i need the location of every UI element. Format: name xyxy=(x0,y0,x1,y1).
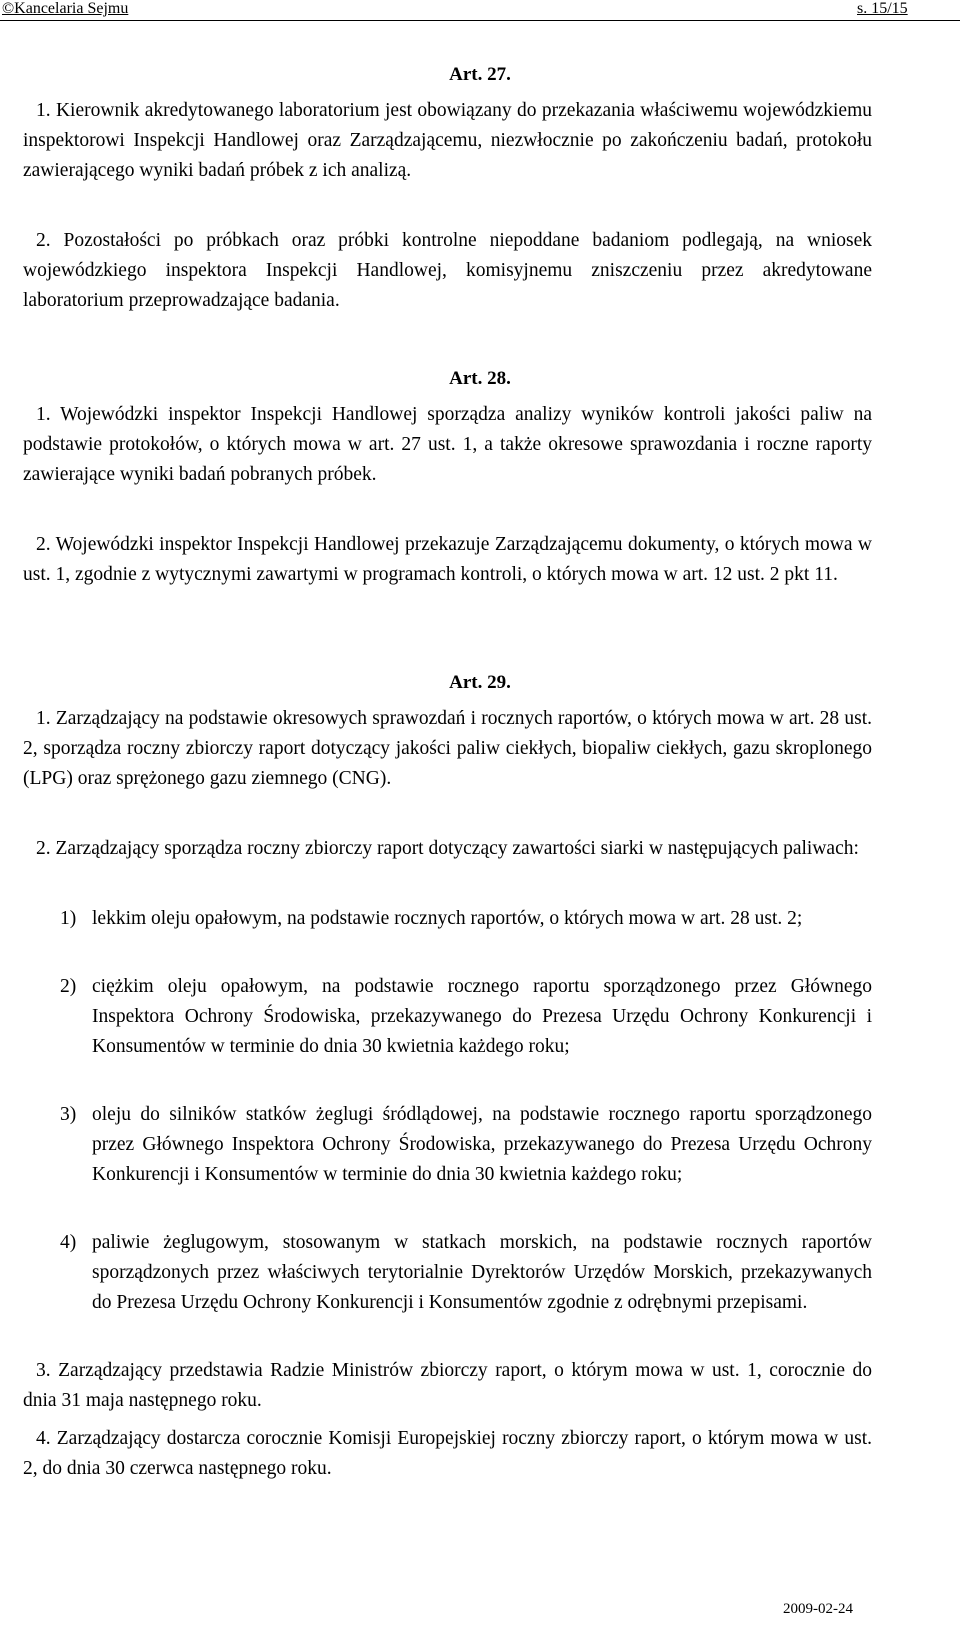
publisher-label: ©Kancelaria Sejmu xyxy=(2,0,129,17)
item-text: lekkim oleju opałowym, na podstawie rocznych raportów, o których mowa w art. 28 ust. 2; xyxy=(92,908,803,929)
article-29-title: Art. 29. xyxy=(449,672,511,693)
item-number: 4) xyxy=(60,1232,77,1253)
art29-par2: 2. Zarządzający sporządza roczny zbiorczy raport dotyczący zawartości siarki w następujących paliwach: xyxy=(36,838,859,859)
art29-item-3 xyxy=(60,1100,872,1190)
art29-par1: 1. Zarządzający na podstawie okresowych sprawozdań i rocznych raportów, o których mowa w art. 28 ust. 2, sporządza roczny zbiorczy raport dotyczący jakości paliw ciekłych, biopaliw ciekłych, gazu skroplonego (LPG) oraz sprężonego gazu ziemnego (CNG). xyxy=(23,708,872,789)
article-28-title: Art. 28. xyxy=(449,368,511,389)
header-rule xyxy=(0,20,960,21)
art28-par2: 2. Wojewódzki inspektor Inspekcji Handlowej przekazuje Zarządzającemu dokumenty, o których mowa w ust. 1, zgodnie z wytycznymi zawartymi w programach kontroli, o których mowa w art. 12 ust. 2 pkt 11. xyxy=(23,534,872,585)
page-header xyxy=(0,0,960,22)
art27-par2: 2. Pozostałości po próbkach oraz próbki kontrolne niepoddane badaniom podlegają, na wniosek wojewódzkiego inspektora Inspekcji Handlowej, komisyjnemu zniszczeniu przez akredytowane laboratorium przeprowadzające badania. xyxy=(23,230,872,311)
art29-item-1 xyxy=(60,904,872,934)
art27-par1: 1. Kierownik akredytowanego laboratorium jest obowiązany do przekazania właściwemu wojewódzkiemu inspektorowi Inspekcji Handlowej oraz Zarządzającemu, niezwłocznie po zakończeniu badań, protokołu zawierającego wyniki badań próbek z ich analizą. xyxy=(23,100,872,181)
page-number: s. 15/15 xyxy=(857,0,908,17)
footer-date: 2009-02-24 xyxy=(783,1601,853,1617)
art28-par1: 1. Wojewódzki inspektor Inspekcji Handlowej sporządza analizy wyników kontroli jakości paliw na podstawie protokołów, o których mowa w art. 27 ust. 1, a także okresowe sprawozdania i roczne raporty zawierające wyniki badań pobranych próbek. xyxy=(23,404,872,485)
item-number: 2) xyxy=(60,976,77,997)
item-text: paliwie żeglugowym, stosowanym w statkach morskich, na podstawie rocznych raportów sporządzonych przez właściwych terytorialnie Dyrektorów Urzędów Morskich, przekazywanych do Prezesa Urzędu Ochrony Konkurencji i Konsumentów zgodnie z odrębnymi przepisami. xyxy=(92,1232,872,1313)
art29-item-2 xyxy=(60,972,872,1062)
art29-par3: 3. Zarządzający przedstawia Radzie Ministrów zbiorczy raport, o którym mowa w ust. 1, corocznie do dnia 31 maja następnego roku. xyxy=(23,1360,872,1411)
article-27-title: Art. 27. xyxy=(449,64,511,85)
item-text: oleju do silników statków żeglugi śródlądowej, na podstawie rocznego raportu sporządzonego przez Głównego Inspektora Ochrony Środowiska, przekazywanego do Prezesa Urzędu Ochrony Konkurencji i Konsumentów w terminie do dnia 30 kwietnia każdego roku; xyxy=(92,1104,872,1185)
art29-par4: 4. Zarządzający dostarcza corocznie Komisji Europejskiej roczny zbiorczy raport, o którym mowa w ust. 2, do dnia 30 czerwca następnego roku. xyxy=(23,1428,872,1479)
item-text: ciężkim oleju opałowym, na podstawie rocznego raportu sporządzonego przez Głównego Inspektora Ochrony Środowiska, przekazywanego do Prezesa Urzędu Ochrony Konkurencji i Konsumentów w terminie do dnia 30 kwietnia każdego roku; xyxy=(92,976,872,1057)
art29-item-4 xyxy=(60,1228,872,1318)
item-number: 3) xyxy=(60,1104,77,1125)
item-number: 1) xyxy=(60,908,77,929)
